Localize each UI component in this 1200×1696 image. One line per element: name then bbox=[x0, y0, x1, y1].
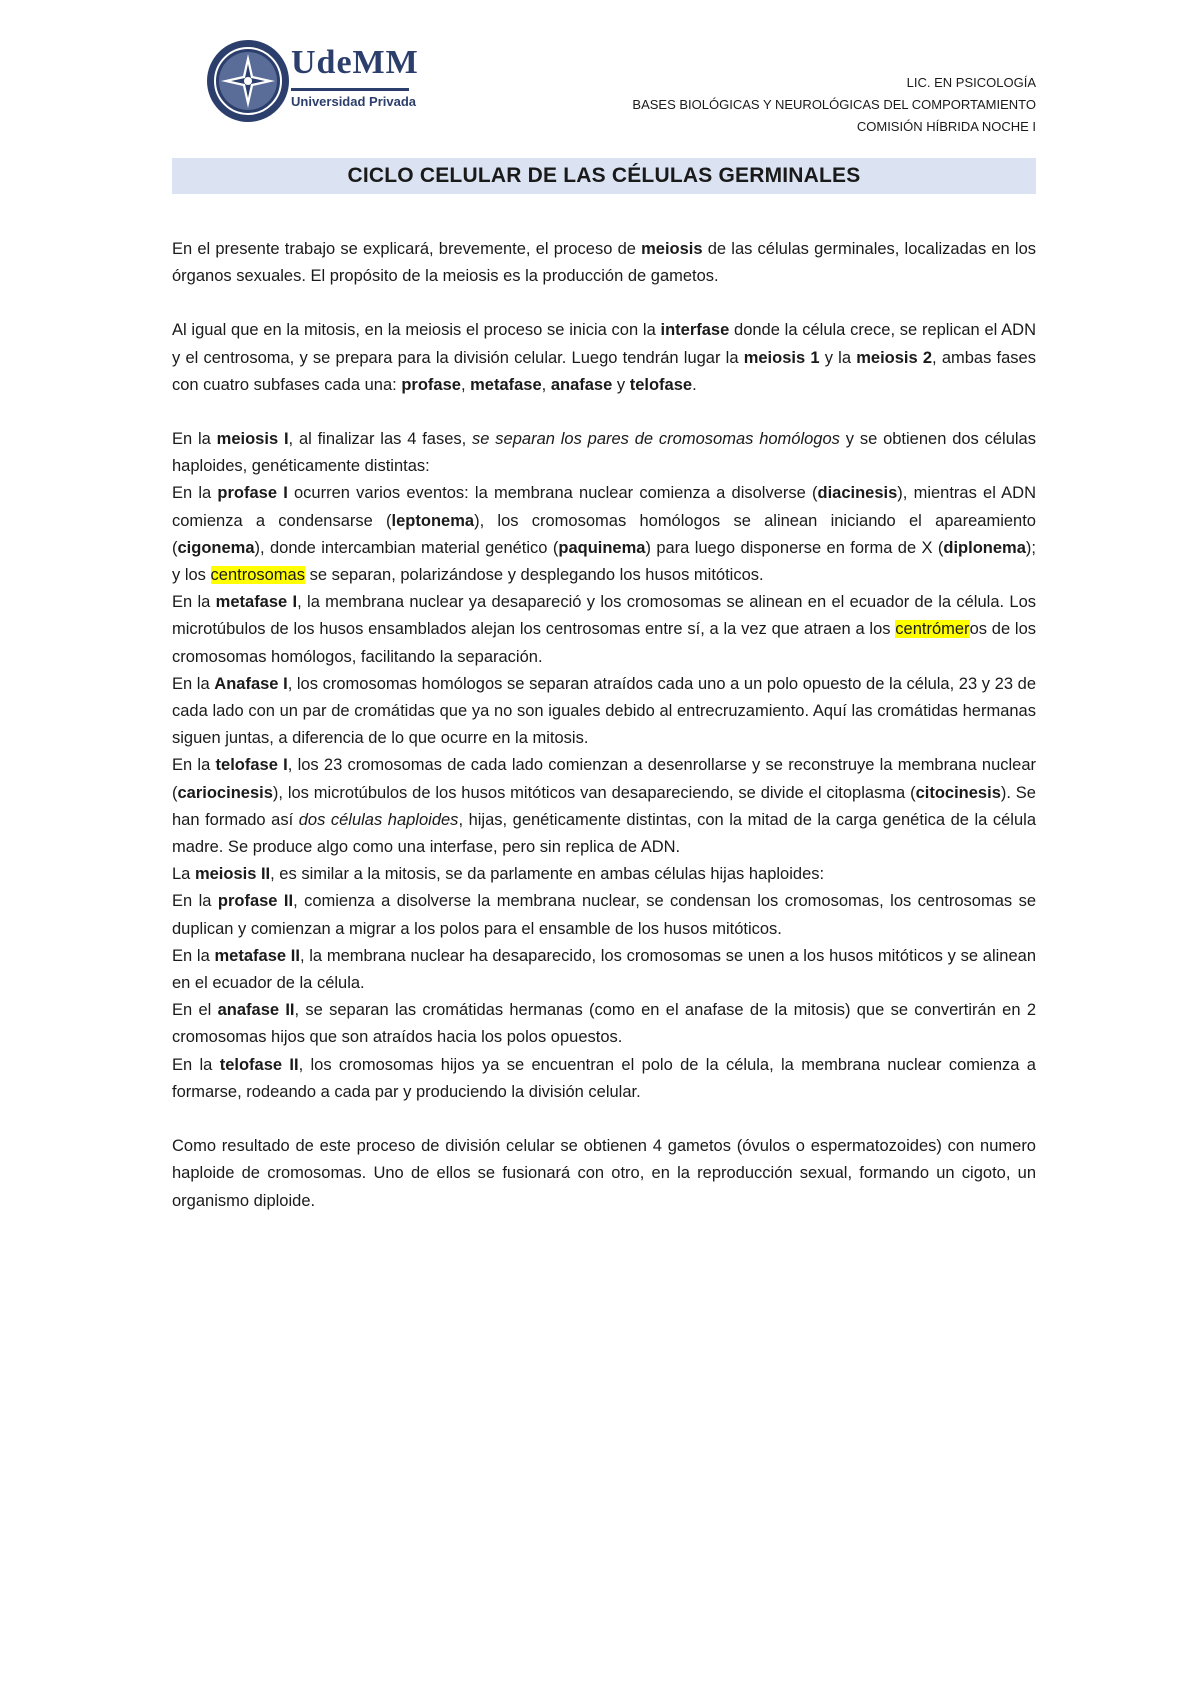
text-run: , ambas fases con cuatro subfases cada una: bbox=[172, 348, 1036, 394]
text-run: En la bbox=[172, 756, 216, 775]
text-run: En la bbox=[172, 1055, 220, 1074]
paragraph-anaphase-1 bbox=[172, 671, 1036, 753]
text-run: de las células germinales, localizadas en los órganos sexuales. El propósito de la meiosis es la producción de gametos. bbox=[172, 240, 1036, 286]
bold-term: meiosis bbox=[641, 240, 703, 258]
bold-term: Anafase I bbox=[214, 674, 288, 693]
text-run: En la bbox=[172, 430, 217, 449]
text-run: y se obtienen dos células haploides, genéticamente distintas: bbox=[172, 430, 1036, 476]
bold-term: leptonema bbox=[391, 511, 475, 530]
bold-term: profase II bbox=[217, 892, 294, 911]
paragraph-prophase-2 bbox=[172, 888, 1036, 942]
text-run: os de los cromosomas homólogos, facilitando la separación. bbox=[172, 620, 1036, 666]
logo-divider bbox=[291, 88, 409, 91]
text-run: ). Se han formado así bbox=[172, 783, 1036, 829]
document-header bbox=[632, 72, 1036, 138]
bold-term: metafase II bbox=[214, 946, 300, 965]
paragraph-conclusion bbox=[172, 1133, 1036, 1215]
bold-term: cigonema bbox=[177, 538, 255, 557]
bold-term: telofase I bbox=[215, 756, 288, 775]
text-run: En el presente trabajo se explicará, brevemente, el proceso de bbox=[172, 240, 642, 258]
document-title: CICLO CELULAR DE LAS CÉLULAS GERMINALES bbox=[347, 164, 861, 187]
text-run: En la bbox=[172, 946, 215, 965]
bold-term: meiosis II bbox=[194, 865, 271, 884]
document-body bbox=[172, 236, 1036, 1215]
bold-term: metafase I bbox=[215, 593, 298, 612]
paragraph-spacer bbox=[172, 399, 1036, 426]
header-degree: LIC. EN PSICOLOGÍA bbox=[906, 75, 1036, 90]
text-run: La bbox=[172, 865, 195, 884]
text-run: Al igual que en la mitosis, en la meiosis el proceso se inicia con la bbox=[172, 321, 661, 340]
title-bar bbox=[172, 158, 1036, 194]
text-run: y la bbox=[819, 348, 857, 367]
text-run: , los cromosomas hijos ya se encuentran el polo de la célula, la membrana nuclear comienza a formarse, rodeando a cada par y produciendo la división celular. bbox=[172, 1055, 1036, 1101]
header-course: BASES BIOLÓGICAS Y NEUROLÓGICAS DEL COMPORTAMIENTO bbox=[632, 97, 1036, 112]
bold-term: diacinesis bbox=[817, 484, 898, 503]
text-run: , al finalizar las 4 fases, bbox=[288, 430, 473, 449]
logo-name: UdeMM bbox=[291, 44, 419, 81]
italic-phrase: dos células haploides bbox=[298, 810, 459, 829]
bold-term: cariocinesis bbox=[177, 783, 273, 802]
text-run: ); y los bbox=[172, 538, 1036, 585]
text-run: . bbox=[692, 375, 697, 394]
text-run: En la bbox=[172, 892, 218, 911]
text-run: , comienza a disolverse la membrana nuclear, se condensan los cromosomas, los centrosomas se duplican y comienzan a migrar a los polos para el ensamble de los husos mitóticos. bbox=[172, 892, 1036, 938]
text-run: , es similar a la mitosis, se da parlamente en ambas células hijas haploides: bbox=[270, 865, 825, 884]
bold-term: meiosis I bbox=[216, 430, 289, 449]
bold-term: diplonema bbox=[943, 538, 1026, 557]
text-run: Como resultado de este proceso de división celular se obtienen 4 gametos (óvulos o espermatozoides) con numero haploide de cromosomas. Uno de ellos se fusionará con otro, en la reproducción sexual, formando un cigoto, un organismo diploide. bbox=[172, 1137, 1036, 1210]
bold-term: meiosis 2 bbox=[856, 348, 933, 367]
text-run: En la bbox=[172, 674, 215, 693]
paragraph-meiosis-2 bbox=[172, 861, 1036, 888]
bold-term: anafase II bbox=[217, 1001, 295, 1020]
paragraph-spacer bbox=[172, 290, 1036, 317]
paragraph-metaphase-1 bbox=[172, 589, 1036, 671]
text-run: , la membrana nuclear ya desapareció y los cromosomas se alinean en el ecuador de la célula. Los microtúbulos de los husos ensamblados alejan los centrosomas entre sí, a la vez que atraen a los bbox=[172, 593, 1036, 639]
bold-term: profase I bbox=[217, 484, 288, 503]
text-run: se separan, polarizándose y desplegando los husos mitóticos. bbox=[304, 566, 764, 585]
university-seal-icon bbox=[205, 38, 291, 124]
text-run: ) para luego disponerse en forma de X ( bbox=[645, 538, 944, 557]
paragraph-meiosis-1 bbox=[172, 426, 1036, 480]
text-run: , hijas, genéticamente distintas, con la mitad de la carga genética de la célula madre. Se produce algo como una interfase, pero sin replica de ADN. bbox=[172, 810, 1036, 857]
header-commission: COMISIÓN HÍBRIDA NOCHE I bbox=[856, 119, 1036, 134]
bold-term: citocinesis bbox=[915, 783, 1001, 802]
paragraph-interphase bbox=[172, 317, 1036, 399]
paragraph-intro bbox=[172, 236, 1036, 290]
text-run: En la bbox=[172, 484, 218, 503]
text-run: En la bbox=[172, 593, 216, 612]
text-run: ), los cromosomas homólogos se alinean iniciando el apareamiento ( bbox=[172, 511, 1036, 557]
text-run: ), donde intercambian material genético ( bbox=[254, 538, 559, 557]
paragraph-telophase-1 bbox=[172, 752, 1036, 861]
text-run: , la membrana nuclear ha desaparecido, los cromosomas se unen a los husos mitóticos y se alinean en el ecuador de la célula. bbox=[172, 946, 1037, 993]
italic-phrase: se separan los pares de cromosomas homólogos bbox=[472, 430, 840, 449]
bold-term: telofase bbox=[629, 375, 693, 394]
paragraph-metaphase-2 bbox=[172, 943, 1036, 997]
paragraph-anaphase-2 bbox=[172, 997, 1036, 1051]
bold-term: anafase bbox=[550, 375, 613, 394]
text-run: y bbox=[612, 375, 630, 394]
text-run: donde la célula crece, se replican el ADN y el centrosoma, y se prepara para la división celular. Luego tendrán lugar la bbox=[172, 321, 1036, 367]
text-run: , los 23 cromosomas de cada lado comienzan a desenrollarse y se reconstruye la membrana nuclear ( bbox=[172, 756, 1037, 802]
bold-term: profase bbox=[401, 375, 461, 394]
text-run: ), los microtúbulos de los husos mitóticos van desapareciendo, se divide el citoplasma ( bbox=[272, 783, 916, 802]
paragraph-spacer bbox=[172, 1106, 1036, 1133]
text-run: , los cromosomas homólogos se separan atraídos cada uno a un polo opuesto de la célula, 23 y 23 de cada lado con un par de cromátidas que ya no son iguales debido al entrecruzamiento. Aquí las cromátidas hermanas siguen juntas, a diferencia de lo que ocurre en la mitosis. bbox=[172, 674, 1036, 748]
logo-subtitle: Universidad Privada bbox=[291, 94, 416, 109]
highlighted-term: centrómer bbox=[895, 620, 970, 639]
bold-term: metafase bbox=[470, 375, 542, 394]
text-run: ), mientras el ADN comienza a condensarse ( bbox=[172, 484, 1036, 530]
text-run: , bbox=[541, 375, 551, 394]
text-run: ocurren varios eventos: la membrana nuclear comienza a disolverse ( bbox=[287, 484, 818, 503]
bold-term: telofase II bbox=[219, 1055, 299, 1074]
text-run: , se separan las cromátidas hermanas (como en el anafase de la mitosis) que se convertirán en 2 cromosomas hijos que son atraídos hacia los polos opuestos. bbox=[172, 1001, 1036, 1047]
university-logo bbox=[205, 38, 435, 130]
text-run: En el bbox=[172, 1001, 218, 1020]
highlighted-term: centrosomas bbox=[210, 566, 305, 585]
paragraph-prophase-1 bbox=[172, 480, 1036, 589]
bold-term: meiosis 1 bbox=[743, 348, 820, 367]
paragraph-telophase-2 bbox=[172, 1052, 1036, 1106]
bold-term: interfase bbox=[660, 321, 730, 340]
bold-term: paquinema bbox=[558, 538, 646, 557]
text-run: , bbox=[460, 375, 471, 394]
